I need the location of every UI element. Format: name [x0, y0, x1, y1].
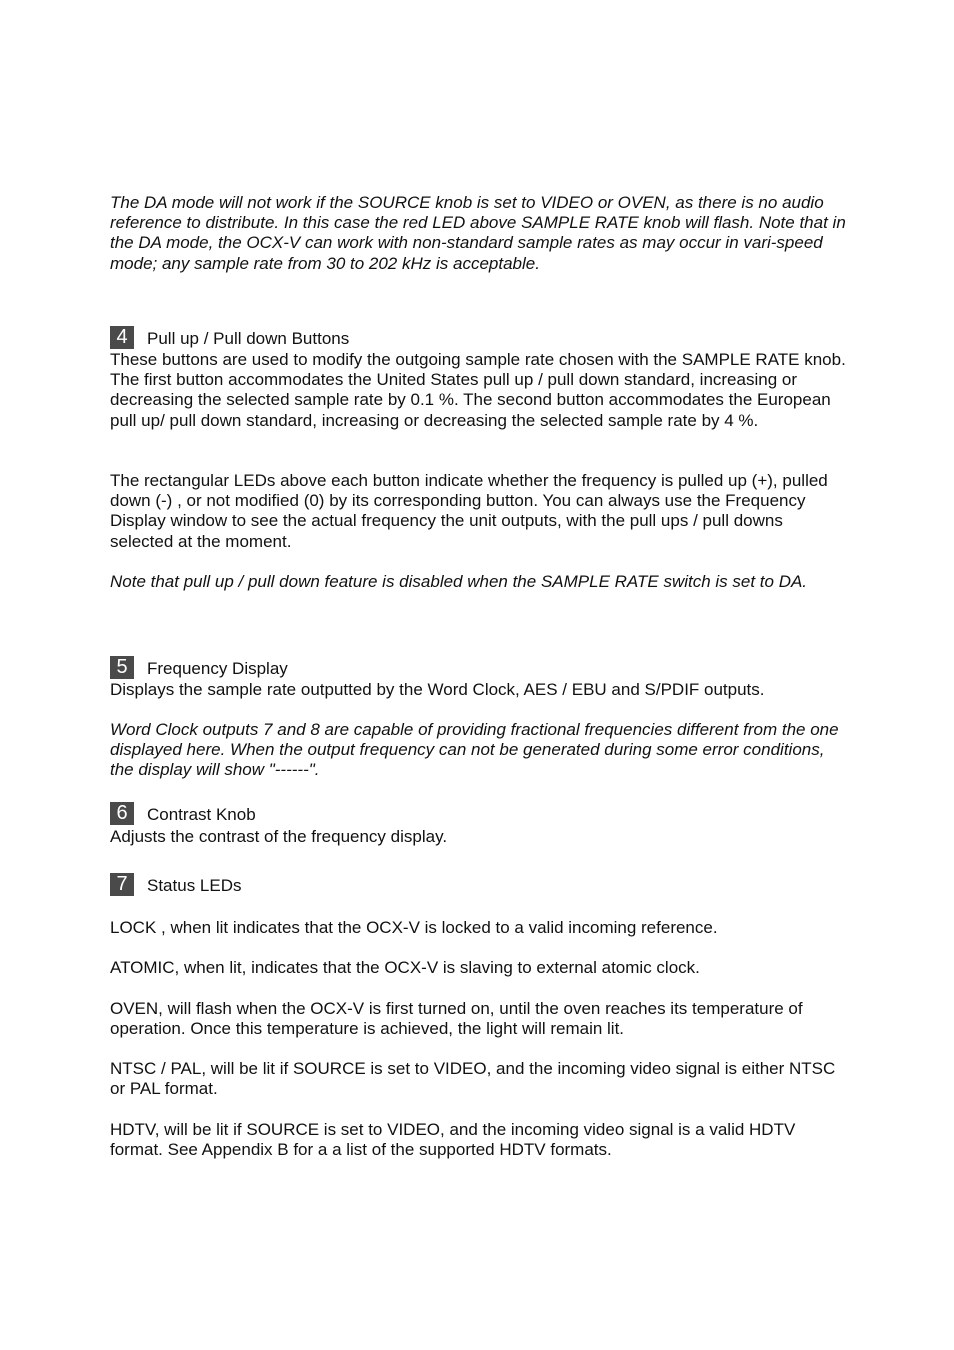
- frequency-display-description: Displays the sample rate outputted by the Word Clock, AES / EBU and S/PDIF outputs.: [110, 680, 765, 699]
- section-number-badge: 4: [110, 326, 134, 349]
- section-number-badge: 5: [110, 656, 134, 679]
- pull-buttons-description: These buttons are used to modify the outgoing sample rate chosen with the SAMPLE RATE knob. The first button accommodates the United States pull up / pull down standard, increasing or decreasing the selected sample rate by 0.1 %. The second button accommodates the European pull up/ pull down standard, increasing or decreasing the selected sample rate by 4 %.: [110, 350, 846, 430]
- section-number-badge: 6: [110, 802, 134, 825]
- section-heading-pull-up-pull-down: [110, 325, 349, 349]
- section-title: Pull up / Pull down Buttons: [147, 329, 350, 348]
- contrast-knob-description: Adjusts the contrast of the frequency display.: [110, 827, 448, 846]
- section-heading-contrast-knob: [110, 801, 256, 825]
- oven-led-description: OVEN, will flash when the OCX-V is first turned on, until the oven reaches its temperature of operation. Once this temperature is achieved, the light will remain lit.: [110, 999, 803, 1039]
- da-mode-note: The DA mode will not work if the SOURCE knob is set to VIDEO or OVEN, as there is no audio reference to distribute. In this case the red LED above SAMPLE RATE knob will flash. Note that in the DA mode, the OCX-V can work with non-standard sample rates as may occur in vari-speed mode; any sample rate from 30 to 202 kHz is acceptable.: [110, 193, 846, 273]
- section-title: Contrast Knob: [147, 805, 256, 824]
- section-heading-status-leds: [110, 872, 242, 896]
- word-clock-note: Word Clock outputs 7 and 8 are capable of providing fractional frequencies different from the one displayed here. When the output frequency can not be generated during some error conditions, the display will show "------".: [110, 720, 839, 780]
- atomic-led-description: ATOMIC, when lit, indicates that the OCX-V is slaving to external atomic clock.: [110, 958, 700, 977]
- lock-led-description: LOCK , when lit indicates that the OCX-V is locked to a valid incoming reference.: [110, 918, 718, 937]
- ntsc-pal-led-description: NTSC / PAL, will be lit if SOURCE is set to VIDEO, and the incoming video signal is either NTSC or PAL format.: [110, 1059, 836, 1099]
- pull-leds-description: The rectangular LEDs above each button indicate whether the frequency is pulled up (+), pulled down (-) , or not modified (0) by its corresponding button. You can always use the Frequency Display window to see the actual frequency the unit outputs, with the pull ups / pull downs selected at the moment.: [110, 471, 828, 551]
- pull-disabled-note: Note that pull up / pull down feature is disabled when the SAMPLE RATE switch is set to DA.: [110, 572, 808, 591]
- section-title: Status LEDs: [147, 876, 242, 895]
- section-heading-frequency-display: [110, 655, 288, 679]
- section-title: Frequency Display: [147, 659, 288, 678]
- section-number-badge: 7: [110, 873, 134, 896]
- hdtv-led-description: HDTV, will be lit if SOURCE is set to VIDEO, and the incoming video signal is a valid HDTV format. See Appendix B for a a list of the supported HDTV formats.: [110, 1120, 796, 1160]
